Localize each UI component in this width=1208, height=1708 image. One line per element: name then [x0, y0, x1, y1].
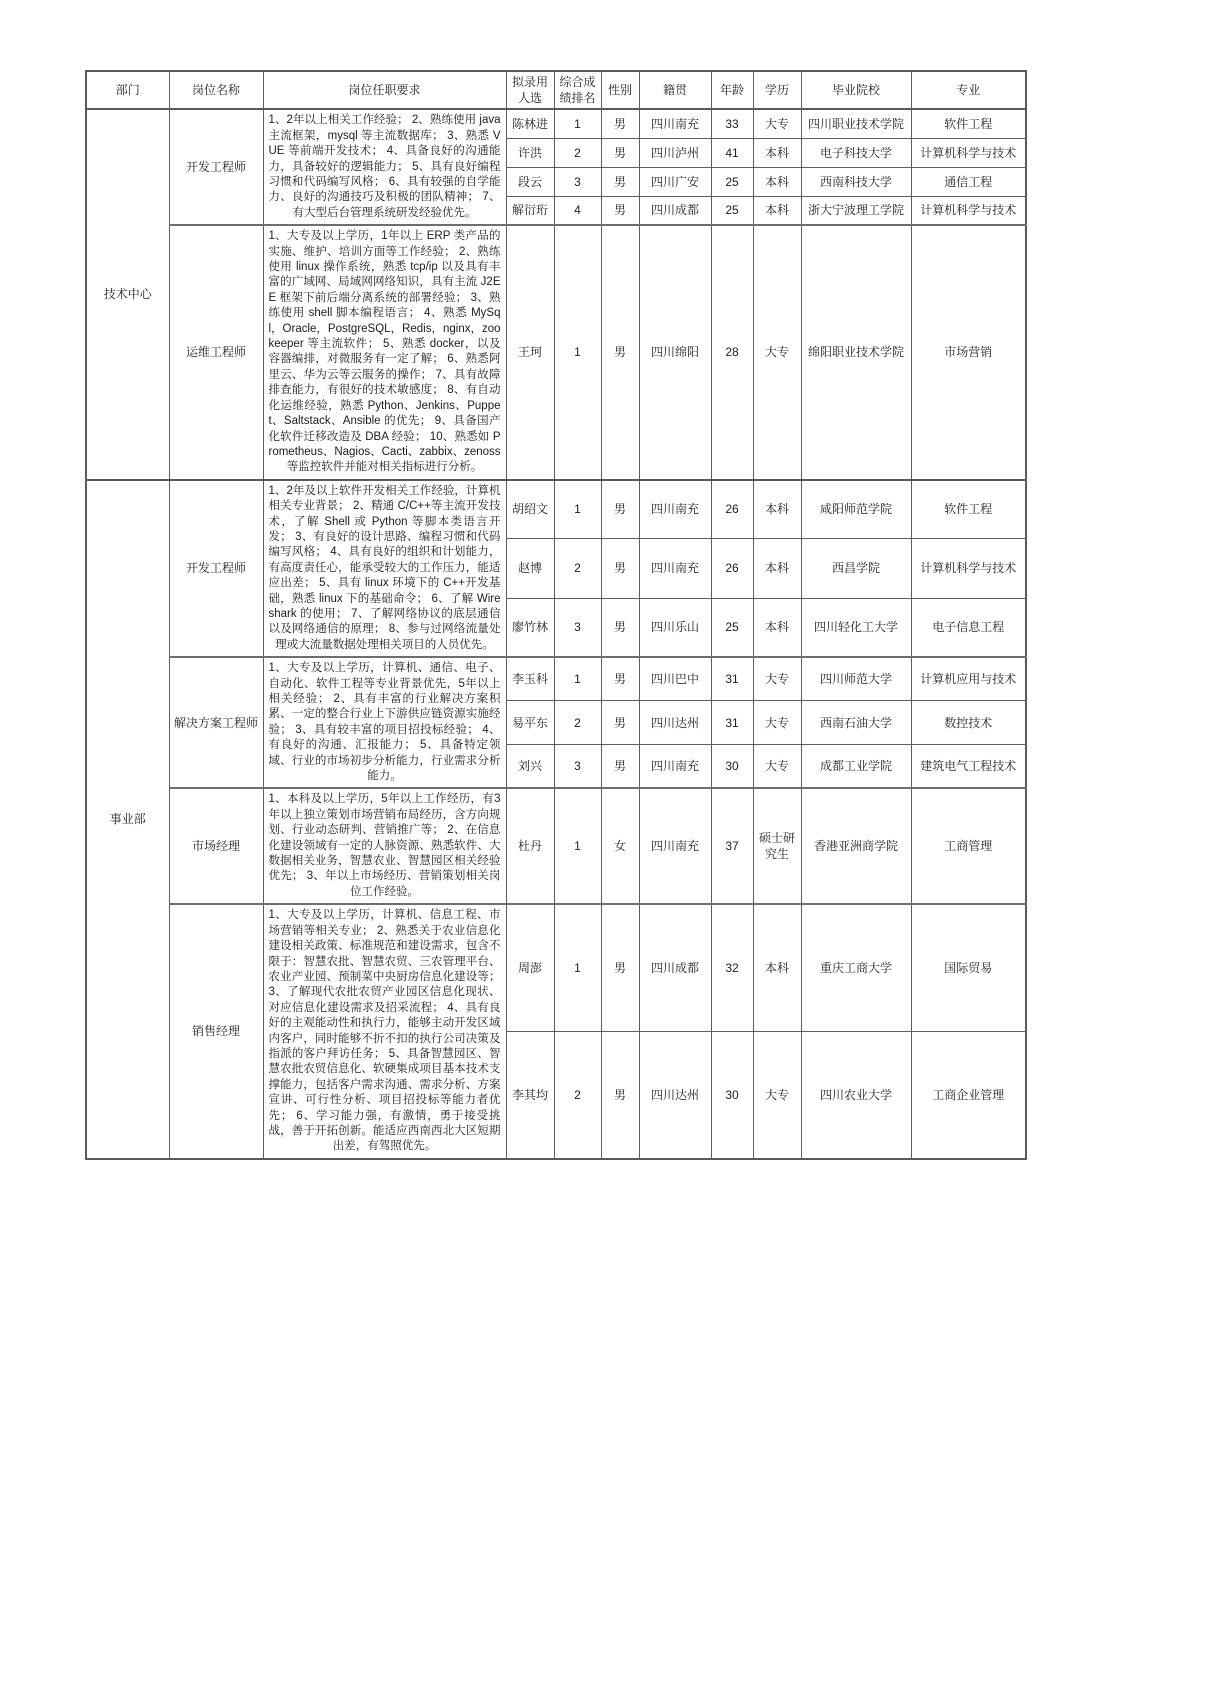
age-cell: 31 — [711, 701, 753, 745]
candidate-name-cell: 周澎 — [506, 904, 554, 1031]
requirements-cell: 1、大专及以上学历，1年以上 ERP 类产品的实施、维护、培训方面等工作经验； 2、熟练使用 linux 操作系统，熟悉 tcp/ip 以及具有丰富的广域网、局域网网络知识，具有主流 J2EE 框架下前后端分离系统的部署经验； 3、熟练使用 shell 脚本编程语言； 4、熟悉 MySql，Oracle，PostgreSQL，Redis，nginx，zookeeper 等主流软件； 5、熟悉 docker，以及容器编排，对微服务有一定了解； 6、熟悉阿里云、华为云等云服务的操作； 7、具有故障排查能力，有很好的技术敏感度； 8、有自动化运维经验，熟悉 Python、Jenkins、Puppet、Saltstack、Ansible 的优先； 9、具备国产化软件迁移改造及 DBA 经验； 10、熟悉如 Prometheus、Nagios、Cacti、zabbix、zenoss 等监控软件并能对相关指标进行分析。 — [263, 225, 506, 480]
rank-cell: 1 — [554, 657, 601, 701]
school-cell: 西南石油大学 — [801, 701, 911, 745]
age-cell: 25 — [711, 598, 753, 657]
education-cell: 本科 — [753, 904, 801, 1031]
gender-cell: 男 — [601, 745, 639, 789]
native-place-cell: 四川绵阳 — [639, 225, 711, 480]
education-cell: 本科 — [753, 539, 801, 598]
column-header: 毕业院校 — [801, 71, 911, 109]
school-cell: 电子科技大学 — [801, 138, 911, 167]
education-cell: 本科 — [753, 480, 801, 539]
education-cell: 硕士研究生 — [753, 788, 801, 904]
position-title-cell: 销售经理 — [169, 904, 263, 1159]
candidate-name-cell: 李玉科 — [506, 657, 554, 701]
header-row — [86, 71, 1026, 109]
education-cell: 本科 — [753, 196, 801, 225]
native-place-cell: 四川广安 — [639, 167, 711, 196]
rank-cell: 3 — [554, 745, 601, 789]
department-cell: 技术中心 — [86, 109, 169, 479]
major-cell: 市场营销 — [911, 225, 1026, 480]
school-cell: 四川农业大学 — [801, 1032, 911, 1159]
candidate-name-cell: 李其均 — [506, 1032, 554, 1159]
candidate-row — [86, 657, 1026, 701]
rank-cell: 1 — [554, 109, 601, 138]
requirements-cell: 1、大专及以上学历，计算机、通信、电子、自动化、软件工程等专业背景优先，5年以上相关经验； 2、具有丰富的行业解决方案积累、一定的整合行业上下游供应链资源实施经验； 3、具有较丰富的项目招投标经验； 4、有良好的沟通、汇报能力； 5、具备特定领域、行业的市场初步分析能力，行业需求分析能力。 — [263, 657, 506, 788]
education-cell: 大专 — [753, 701, 801, 745]
candidate-name-cell: 廖竹林 — [506, 598, 554, 657]
age-cell: 31 — [711, 657, 753, 701]
candidate-row — [86, 225, 1026, 480]
recruitment-table — [85, 70, 1027, 1160]
native-place-cell: 四川南充 — [639, 539, 711, 598]
age-cell: 30 — [711, 1032, 753, 1159]
position-title-cell: 开发工程师 — [169, 480, 263, 657]
column-header: 专业 — [911, 71, 1026, 109]
gender-cell: 男 — [601, 657, 639, 701]
rank-cell: 4 — [554, 196, 601, 225]
position-title-cell: 解决方案工程师 — [169, 657, 263, 788]
school-cell: 西昌学院 — [801, 539, 911, 598]
native-place-cell: 四川南充 — [639, 480, 711, 539]
rank-cell: 1 — [554, 904, 601, 1031]
major-cell: 软件工程 — [911, 480, 1026, 539]
age-cell: 41 — [711, 138, 753, 167]
gender-cell: 男 — [601, 109, 639, 138]
major-cell: 通信工程 — [911, 167, 1026, 196]
school-cell: 重庆工商大学 — [801, 904, 911, 1031]
native-place-cell: 四川泸州 — [639, 138, 711, 167]
gender-cell: 男 — [601, 904, 639, 1031]
gender-cell: 男 — [601, 598, 639, 657]
candidate-name-cell: 刘兴 — [506, 745, 554, 789]
column-header: 年龄 — [711, 71, 753, 109]
position-title-cell: 市场经理 — [169, 788, 263, 904]
age-cell: 30 — [711, 745, 753, 789]
education-cell: 大专 — [753, 745, 801, 789]
candidate-row — [86, 788, 1026, 904]
school-cell: 四川职业技术学院 — [801, 109, 911, 138]
major-cell: 计算机科学与技术 — [911, 196, 1026, 225]
department-cell: 事业部 — [86, 480, 169, 1159]
candidate-name-cell: 解衍珩 — [506, 196, 554, 225]
native-place-cell: 四川成都 — [639, 196, 711, 225]
native-place-cell: 四川南充 — [639, 745, 711, 789]
major-cell: 软件工程 — [911, 109, 1026, 138]
candidate-name-cell: 王珂 — [506, 225, 554, 480]
column-header: 籍贯 — [639, 71, 711, 109]
column-header: 部门 — [86, 71, 169, 109]
candidate-name-cell: 易平东 — [506, 701, 554, 745]
gender-cell: 男 — [601, 480, 639, 539]
rank-cell: 2 — [554, 1032, 601, 1159]
age-cell: 32 — [711, 904, 753, 1031]
rank-cell: 1 — [554, 225, 601, 480]
rank-cell: 3 — [554, 598, 601, 657]
position-title-cell: 开发工程师 — [169, 109, 263, 225]
age-cell: 26 — [711, 539, 753, 598]
column-header: 拟录用人选 — [506, 71, 554, 109]
age-cell: 33 — [711, 109, 753, 138]
school-cell: 成都工业学院 — [801, 745, 911, 789]
native-place-cell: 四川成都 — [639, 904, 711, 1031]
candidate-name-cell: 许洪 — [506, 138, 554, 167]
requirements-cell: 1、大专及以上学历，计算机、信息工程、市场营销等相关专业； 2、熟悉关于农业信息化建设相关政策、标准规范和建设需求，包含不限于：智慧农批、智慧农贸、三农管理平台、农业产业园、预制菜中央厨房信息化建设等； 3、了解现代农批农贸产业园区信息化现状、对应信息化建设需求及招采流程； 4、具有良好的主观能动性和执行力，能够主动开发区域内客户，同时能够不折不扣的执行公司决策及指派的客户拜访任务； 5、具备智慧园区、智慧农批农贸信息化、软硬集成项目基本技术支撑能力，包括客户需求沟通、需求分析、方案宣讲、可行性分析、项目招投标等能力者优先； 6、学习能力强，有激情，勇于接受挑战，善于开拓创新。能适应西南西北大区短期出差，有驾照优先。 — [263, 904, 506, 1159]
major-cell: 建筑电气工程技术 — [911, 745, 1026, 789]
candidate-name-cell: 段云 — [506, 167, 554, 196]
candidate-row — [86, 904, 1026, 1031]
column-header: 岗位任职要求 — [263, 71, 506, 109]
age-cell: 28 — [711, 225, 753, 480]
gender-cell: 男 — [601, 225, 639, 480]
gender-cell: 男 — [601, 539, 639, 598]
candidate-name-cell: 陈林进 — [506, 109, 554, 138]
major-cell: 国际贸易 — [911, 904, 1026, 1031]
gender-cell: 男 — [601, 701, 639, 745]
education-cell: 本科 — [753, 167, 801, 196]
column-header: 性别 — [601, 71, 639, 109]
major-cell: 计算机科学与技术 — [911, 539, 1026, 598]
major-cell: 工商企业管理 — [911, 1032, 1026, 1159]
education-cell: 大专 — [753, 1032, 801, 1159]
candidate-name-cell: 赵博 — [506, 539, 554, 598]
rank-cell: 3 — [554, 167, 601, 196]
rank-cell: 1 — [554, 480, 601, 539]
education-cell: 本科 — [753, 598, 801, 657]
native-place-cell: 四川达州 — [639, 701, 711, 745]
gender-cell: 男 — [601, 1032, 639, 1159]
school-cell: 咸阳师范学院 — [801, 480, 911, 539]
native-place-cell: 四川巴中 — [639, 657, 711, 701]
gender-cell: 女 — [601, 788, 639, 904]
education-cell: 本科 — [753, 138, 801, 167]
major-cell: 计算机应用与技术 — [911, 657, 1026, 701]
school-cell: 香港亚洲商学院 — [801, 788, 911, 904]
major-cell: 数控技术 — [911, 701, 1026, 745]
age-cell: 26 — [711, 480, 753, 539]
major-cell: 计算机科学与技术 — [911, 138, 1026, 167]
age-cell: 25 — [711, 167, 753, 196]
gender-cell: 男 — [601, 196, 639, 225]
requirements-cell: 1、2年及以上软件开发相关工作经验，计算机相关专业背景； 2、精通 C/C++等主流开发技术，了解 Shell 或 Python 等脚本类语言开发； 3、有良好的设计思路、编程习惯和代码编写风格； 4、具有良好的组织和计划能力，有高度责任心，能承受较大的工作压力，能适应出差； 5、具有 linux 环境下的 C++开发基础，熟悉 linux 下的基础命令； 6、了解 Wireshark 的使用； 7、了解网络协议的底层通信以及网络通信的原理； 8、参与过网络流量处理或大流量数据处理相关项目的人员优先。 — [263, 480, 506, 657]
position-title-cell: 运维工程师 — [169, 225, 263, 480]
school-cell: 四川师范大学 — [801, 657, 911, 701]
gender-cell: 男 — [601, 138, 639, 167]
native-place-cell: 四川乐山 — [639, 598, 711, 657]
age-cell: 25 — [711, 196, 753, 225]
requirements-cell: 1、2年以上相关工作经验； 2、熟练使用 java 主流框架，mysql 等主流数据库； 3、熟悉 VUE 等前端开发技术； 4、具备良好的沟通能力，具备较好的逻辑能力； 5、具有良好编程习惯和代码编写风格； 6、具有较强的自学能力、良好的沟通技巧及积极的团队精神； 7、有大型后台管理系统研发经验优先。 — [263, 109, 506, 225]
rank-cell: 1 — [554, 788, 601, 904]
native-place-cell: 四川南充 — [639, 788, 711, 904]
school-cell: 绵阳职业技术学院 — [801, 225, 911, 480]
rank-cell: 2 — [554, 701, 601, 745]
candidate-row — [86, 109, 1026, 138]
school-cell: 浙大宁波理工学院 — [801, 196, 911, 225]
native-place-cell: 四川达州 — [639, 1032, 711, 1159]
candidate-row — [86, 480, 1026, 539]
column-header: 岗位名称 — [169, 71, 263, 109]
gender-cell: 男 — [601, 167, 639, 196]
rank-cell: 2 — [554, 138, 601, 167]
rank-cell: 2 — [554, 539, 601, 598]
candidate-name-cell: 胡绍文 — [506, 480, 554, 539]
education-cell: 大专 — [753, 657, 801, 701]
column-header: 综合成绩排名 — [554, 71, 601, 109]
education-cell: 大专 — [753, 109, 801, 138]
major-cell: 工商管理 — [911, 788, 1026, 904]
age-cell: 37 — [711, 788, 753, 904]
native-place-cell: 四川南充 — [639, 109, 711, 138]
requirements-cell: 1、本科及以上学历，5年以上工作经历，有3年以上独立策划市场营销布局经历，含方向规划、行业动态研判、营销推广等； 2、在信息化建设领域有一定的人脉资源、熟悉软件、大数据相关业务，智慧农业、智慧园区相关经验优先； 3、年以上市场经历、营销策划相关岗位工作经验。 — [263, 788, 506, 904]
column-header: 学历 — [753, 71, 801, 109]
major-cell: 电子信息工程 — [911, 598, 1026, 657]
education-cell: 大专 — [753, 225, 801, 480]
school-cell: 西南科技大学 — [801, 167, 911, 196]
candidate-name-cell: 杜丹 — [506, 788, 554, 904]
school-cell: 四川轻化工大学 — [801, 598, 911, 657]
